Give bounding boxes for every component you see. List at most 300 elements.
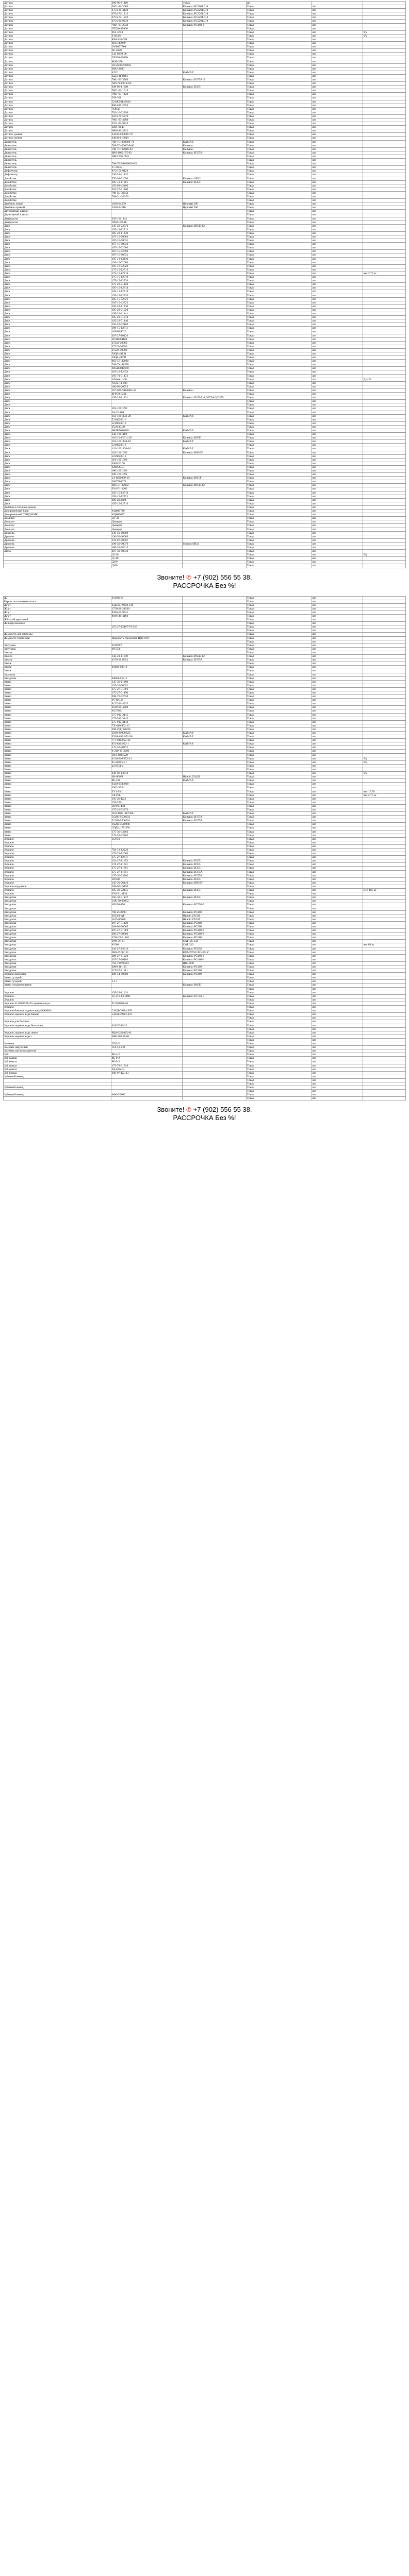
note-cell (363, 188, 405, 191)
brand-cell (182, 93, 246, 96)
note-cell (363, 903, 405, 907)
unit-cell: шт (312, 633, 363, 636)
part-name-cell: Зуб (4, 1053, 111, 1057)
brand-cell (182, 709, 246, 713)
note-cell (363, 421, 405, 425)
note-cell (363, 465, 405, 469)
table-row (4, 760, 406, 764)
note-cell (363, 381, 405, 385)
part-name-cell: Звено (4, 775, 111, 779)
part-number-cell: 195-22-21220 (111, 308, 182, 312)
note-cell (363, 341, 405, 345)
note-cell (363, 542, 405, 546)
brand-cell: Товар (182, 2, 246, 5)
table-row (4, 1075, 406, 1078)
part-name-cell: Звено (4, 695, 111, 699)
brand-cell (182, 221, 246, 224)
table-row (4, 166, 406, 170)
part-name-cell: Зеркало боковое заднего вида КАМАЗ (4, 1009, 111, 1013)
note-cell (363, 713, 405, 717)
part-name-cell: Звено (4, 702, 111, 706)
type-cell: Товар (246, 801, 312, 804)
table-row (4, 611, 406, 614)
brand-cell (182, 345, 246, 348)
table-row (4, 228, 406, 231)
type-cell: Товар (246, 246, 312, 250)
brand-cell (182, 327, 246, 330)
brand-cell: Hitachi ZX330 (182, 914, 246, 918)
note-cell (363, 228, 405, 231)
part-number-cell: 51205-9500033 (111, 816, 182, 819)
table-row (4, 264, 406, 268)
brand-cell (182, 294, 246, 297)
type-cell: Товар (246, 257, 312, 261)
type-cell: Товар (246, 210, 312, 213)
brand-cell (182, 673, 246, 676)
brand-cell: Komatsu D65E (182, 436, 246, 440)
brand-cell (182, 662, 246, 666)
brand-cell (182, 524, 246, 528)
table-row (4, 126, 406, 129)
brand-cell (182, 786, 246, 790)
brand-cell (182, 528, 246, 531)
note-cell (363, 367, 405, 370)
brand-cell (182, 600, 246, 603)
table-row (4, 304, 406, 308)
unit-cell: шт (312, 155, 363, 158)
part-name-cell: Двигатель (4, 159, 111, 162)
unit-cell: шт (312, 462, 363, 465)
part-name-cell: Датчик (4, 122, 111, 126)
part-name-cell: Зубчатый венец (4, 1075, 111, 1078)
unit-cell: шт (312, 279, 363, 283)
table-row (4, 56, 406, 60)
type-cell: Товар (246, 709, 312, 713)
unit-cell: шт (312, 753, 363, 757)
part-name-cell: Звездочка (4, 921, 111, 925)
part-number-cell: 6008-41-2112 (111, 129, 182, 133)
brand-cell (182, 129, 246, 133)
phone-number[interactable]: +7 (902) 556 55 38. (193, 1106, 252, 1114)
part-number-cell: 702-12-12220 (111, 849, 182, 852)
type-cell: Товар (246, 786, 312, 790)
unit-cell: шт (312, 647, 363, 651)
part-number-cell: 9Y08-810/952-38 (111, 735, 182, 739)
type-cell: Товар (246, 96, 312, 100)
note-cell (363, 104, 405, 107)
part-name-cell: Джойстик (4, 184, 111, 188)
unit-cell: шт (312, 1035, 363, 1038)
table-row (4, 30, 406, 34)
table-row (4, 889, 406, 892)
part-number-cell: 6754-72-1220 (111, 16, 182, 20)
type-cell: Товар (246, 746, 312, 750)
part-name-cell: Диск (4, 451, 111, 454)
part-number-cell: 21T-27-11111 (111, 969, 182, 973)
brand-cell (182, 400, 246, 403)
brand-cell: KAMAZ (182, 414, 246, 418)
table-row (4, 783, 406, 786)
unit-cell: шт (312, 804, 363, 808)
type-cell: Товар (246, 531, 312, 535)
table-row (4, 421, 406, 425)
table-row (4, 487, 406, 491)
table-row (4, 779, 406, 783)
part-name-cell: Звено (4, 801, 111, 804)
brand-cell: KAMAZ (182, 779, 246, 783)
part-name-cell (4, 625, 111, 629)
type-cell: Товар (246, 312, 312, 315)
table-row (4, 699, 406, 702)
part-name-cell: Двигатель (4, 140, 111, 144)
brand-cell (182, 53, 246, 56)
brand-cell (182, 720, 246, 724)
brand-cell (182, 253, 246, 257)
brand-cell (182, 804, 246, 808)
part-number-cell: 6300.20.00 (111, 462, 182, 465)
part-number-cell: 6Y6-51-1202 (111, 487, 182, 491)
unit-cell: шт (312, 308, 363, 312)
unit-cell: шт (312, 411, 363, 414)
type-cell: Товар (246, 706, 312, 709)
part-name-cell: Диск (4, 341, 111, 345)
unit-cell: шт (312, 732, 363, 735)
unit-cell: шт (312, 640, 363, 643)
note-cell (363, 1031, 405, 1035)
brand-cell (182, 96, 246, 100)
table-row (4, 370, 406, 374)
type-cell: Товар (246, 943, 312, 947)
note-cell (363, 495, 405, 498)
part-number-cell: 8755-51-9120 (111, 170, 182, 173)
brand-cell (182, 195, 246, 198)
note-cell (363, 727, 405, 731)
part-name-cell: Диск (4, 440, 111, 444)
table-row (4, 965, 406, 969)
type-cell: Товар (246, 491, 312, 495)
brand-cell (182, 184, 246, 188)
table-row (4, 385, 406, 388)
type-cell: Товар (246, 341, 312, 345)
part-number-cell: 302200 AT (111, 914, 182, 918)
type-cell: Товар (246, 330, 312, 334)
unit-cell: шт (312, 658, 363, 662)
unit-cell: шт (312, 816, 363, 819)
brand-cell (182, 469, 246, 473)
part-number-cell: 175-27-11611 (111, 870, 182, 874)
type-cell: Товар (246, 100, 312, 104)
unit-cell: шт (312, 334, 363, 337)
type-cell: Товар (246, 276, 312, 279)
part-number-cell: 195-30-22145 (111, 889, 182, 892)
type-cell: Товар (246, 53, 312, 56)
unit-cell: шт (312, 870, 363, 874)
unit-cell: шт (312, 951, 363, 954)
table-row (4, 12, 406, 16)
type-cell: Товар (246, 396, 312, 400)
brand-cell: Komatsu PC400 (182, 973, 246, 976)
table-row (4, 396, 406, 400)
brand-cell (182, 640, 246, 643)
part-name-cell: Ж (4, 596, 111, 600)
note-cell (363, 147, 405, 151)
part-number-cell: 195-3761 (111, 801, 182, 804)
unit-cell: шт (312, 276, 363, 279)
part-number-cell: 7861-93-2330 (111, 23, 182, 27)
part-name-cell: Зубчатый венец (4, 1093, 111, 1097)
part-number-cell: 7X-810/952-13 (111, 724, 182, 727)
brand-cell (182, 561, 246, 564)
part-number-cell: 207-27-00103 (111, 958, 182, 961)
note-cell (363, 393, 405, 396)
unit-cell: шт (312, 173, 363, 177)
table-row (4, 1090, 406, 1093)
type-cell: Товар (246, 528, 312, 531)
unit-cell: шт (312, 830, 363, 834)
part-number-cell: 8Е-9-2 (111, 1057, 182, 1060)
part-name-cell: Диск (4, 250, 111, 253)
part-number-cell: ADAA11-00 (111, 378, 182, 381)
parts-table-1 (3, 1, 406, 568)
part-number-cell (111, 1090, 182, 1093)
brand-cell: Komatsu PC400-8 (182, 933, 246, 936)
table-row (4, 45, 406, 49)
brand-cell (182, 323, 246, 327)
table-row (4, 603, 406, 607)
unit-cell: шт (312, 1024, 363, 1027)
type-cell: Товар (246, 451, 312, 454)
unit-cell: шт (312, 327, 363, 330)
brand-cell: Hitachi ZX450 (182, 775, 246, 779)
table-row (4, 374, 406, 378)
brand-cell: Komatsu D65E-12 (182, 484, 246, 487)
note-cell (363, 86, 405, 89)
part-name-cell: Звездочка (4, 907, 111, 910)
unit-cell: шт (312, 793, 363, 797)
type-cell: Товар (246, 217, 312, 221)
part-name-cell: Звездочка (4, 958, 111, 961)
part-name-cell: Зеркало (4, 867, 111, 870)
part-number-cell: 8186-61-9521 (111, 611, 182, 614)
brand-cell (182, 1031, 246, 1035)
part-name-cell: Датчик (4, 5, 111, 9)
brand-cell (182, 385, 246, 388)
unit-cell: шт (312, 775, 363, 779)
note-cell (363, 1086, 405, 1090)
note-cell (363, 334, 405, 337)
note-cell (363, 42, 405, 45)
type-cell: Товар (246, 790, 312, 793)
unit-cell: шт (312, 564, 363, 568)
brand-cell (182, 564, 246, 568)
part-number-cell: 1165-00098 (111, 918, 182, 921)
brand-cell (182, 596, 246, 600)
part-name-cell: Диск (4, 286, 111, 290)
part-number-cell: 8Е-4-2 (111, 1053, 182, 1057)
note-cell (363, 100, 405, 104)
note-cell (363, 969, 405, 973)
unit-cell: шт (312, 12, 363, 16)
table-row (4, 184, 406, 188)
part-name-cell (4, 561, 111, 564)
call-label: Звоните! (157, 573, 185, 581)
part-number-cell (111, 1082, 182, 1086)
unit-cell: шт (312, 746, 363, 750)
table-row (4, 546, 406, 549)
type-cell: Товар (246, 323, 312, 327)
unit-cell: шт (312, 9, 363, 12)
part-name-cell (4, 564, 111, 568)
part-name-cell: Зеркало 41.820263В-20 заднего вида с (4, 1002, 111, 1005)
part-name-cell: Зуб ковша (4, 1064, 111, 1067)
part-number-cell: 195-22-11231 (111, 396, 182, 400)
part-name-cell: Змеевик маслоохладителя (4, 1049, 111, 1053)
brand-cell: Komatsu (182, 144, 246, 147)
brand-cell (182, 502, 246, 505)
type-cell: Товар (246, 772, 312, 775)
part-name-cell: Заглушка (4, 643, 111, 647)
part-name-cell: Диафрагма (4, 217, 111, 221)
unit-cell: шт (312, 202, 363, 206)
phone-number[interactable]: +7 (902) 556 55 38. (193, 573, 252, 581)
unit-cell: шт (312, 290, 363, 294)
unit-cell: шт (312, 78, 363, 81)
unit-cell: шт (312, 1078, 363, 1082)
type-cell: Товар (246, 122, 312, 126)
brand-cell: Shantui SD22 (182, 542, 246, 546)
type-cell: Товар (246, 622, 312, 625)
part-name-cell: Звено (4, 724, 111, 727)
note-cell (363, 327, 405, 330)
unit-cell: шт (312, 669, 363, 673)
unit-cell: шт (312, 243, 363, 246)
part-name-cell: Диск (4, 480, 111, 484)
contact-banner-1 (3, 568, 406, 596)
table-row (4, 188, 406, 191)
brand-cell (182, 418, 246, 421)
part-number-cell: 181-1601090 (111, 458, 182, 462)
type-cell: Товар (246, 513, 312, 517)
part-number-cell: 181-1601130-10 (111, 440, 182, 444)
unit-cell: шт (312, 458, 363, 462)
brand-cell (182, 243, 246, 246)
unit-cell: шт (312, 129, 363, 133)
part-number-cell: 800-819-2550 (111, 104, 182, 107)
part-number-cell: 175-22-21150 (111, 283, 182, 286)
brand-cell (182, 63, 246, 67)
unit-cell: шт (312, 312, 363, 315)
type-cell: Товар (246, 1067, 312, 1071)
type-cell: Товар (246, 1082, 312, 1086)
note-cell (363, 217, 405, 221)
type-cell: Товар (246, 319, 312, 323)
table-row (4, 804, 406, 808)
unit-cell: шт (312, 1090, 363, 1093)
type-cell: Товар (246, 381, 312, 385)
part-name-cell: Жидкость тормозная (4, 636, 111, 640)
part-name-cell: Датчик (4, 2, 111, 5)
part-name-cell: Диск (4, 458, 111, 462)
table-row (4, 170, 406, 173)
part-name-cell: Звено сухарей (4, 980, 111, 984)
brand-cell (182, 1049, 246, 1053)
type-cell: Товар (246, 378, 312, 381)
note-cell (363, 411, 405, 414)
unit-cell: шт (312, 611, 363, 614)
unit-cell: шт (312, 272, 363, 275)
part-number-cell: 6H5B7001020 (111, 429, 182, 432)
type-cell: Товар (246, 213, 312, 217)
unit-cell: шт (312, 451, 363, 454)
brand-cell (182, 1097, 246, 1100)
type-cell: Товар (246, 279, 312, 283)
part-number-cell: 208-Z(1)-03830 (111, 727, 182, 731)
note-cell (363, 264, 405, 268)
brand-cell (182, 546, 246, 549)
note-cell (363, 892, 405, 896)
type-cell: Товар (246, 933, 312, 936)
table-row (4, 921, 406, 925)
table-row (4, 352, 406, 356)
unit-cell: шт (312, 122, 363, 126)
type-cell: Товар (246, 356, 312, 360)
unit-cell: шт (312, 823, 363, 826)
table-row (4, 658, 406, 662)
type-cell: Товар (246, 669, 312, 673)
table-row (4, 709, 406, 713)
note-cell (363, 629, 405, 633)
part-name-cell: Звено (4, 720, 111, 724)
table-row (4, 929, 406, 933)
type-cell: Товар (246, 1020, 312, 1024)
type-cell: Товар (246, 1064, 312, 1067)
part-number-cell (111, 159, 182, 162)
part-number-cell: С4ЕД-09201.076 (111, 1013, 182, 1016)
note-cell (363, 458, 405, 462)
part-number-cell: 7S8511 (111, 107, 182, 111)
table-row (4, 297, 406, 301)
note-cell (363, 71, 405, 74)
table-row (4, 994, 406, 998)
part-number-cell: 378-07-00007 (111, 538, 182, 542)
table-row (4, 727, 406, 731)
table-row (4, 78, 406, 81)
brand-cell (182, 1093, 246, 1097)
table-row (4, 1086, 406, 1090)
unit-cell: шт (312, 231, 363, 235)
note-cell (363, 170, 405, 173)
unit-cell: шт (312, 885, 363, 888)
brand-cell (182, 341, 246, 345)
table-row (4, 735, 406, 739)
type-cell: Товар (246, 699, 312, 702)
unit-cell: шт (312, 429, 363, 432)
note-cell (363, 699, 405, 702)
part-number-cell: 175-30-33262 (111, 834, 182, 837)
part-number-cell: 6754-21-4120 (111, 9, 182, 12)
part-name-cell: Звено (4, 804, 111, 808)
type-cell: Товар (246, 881, 312, 885)
brand-cell: Komatsu D375A (182, 816, 246, 819)
unit-cell: шт (312, 126, 363, 129)
unit-cell: шт (312, 345, 363, 348)
unit-cell: шт (312, 239, 363, 243)
part-name-cell: Диск (4, 444, 111, 447)
type-cell: Товар (246, 797, 312, 801)
unit-cell: шт (312, 1060, 363, 1064)
brand-cell (182, 231, 246, 235)
type-cell: Товар (246, 272, 312, 275)
